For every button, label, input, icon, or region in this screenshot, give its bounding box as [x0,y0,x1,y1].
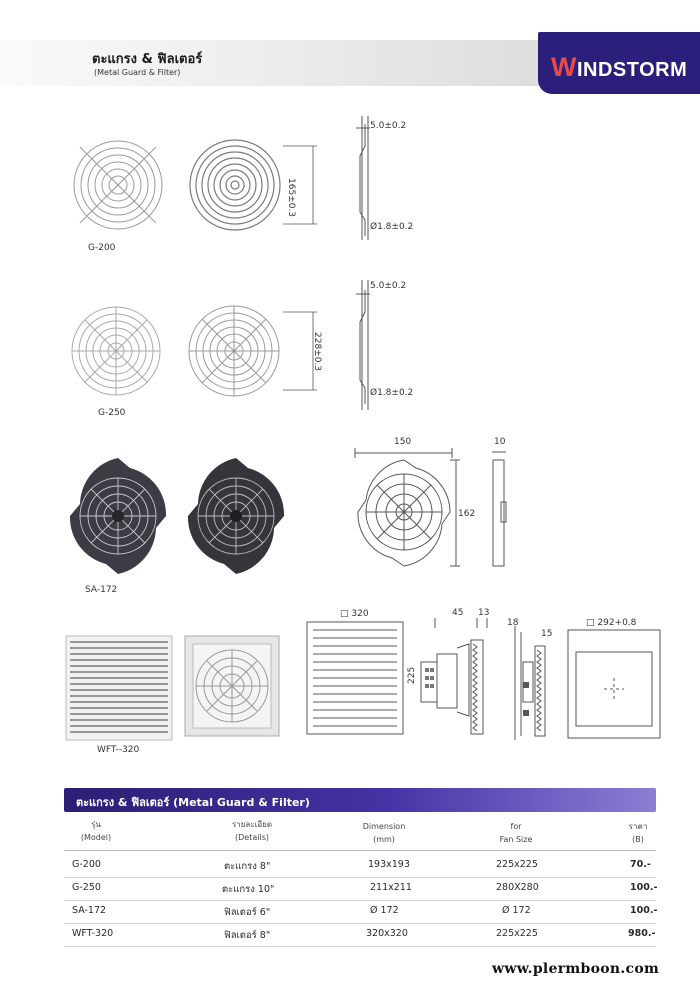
col-header-model-th: รุ่น [91,820,101,829]
cell-price: 70.- [630,859,651,870]
table-row [64,901,656,924]
g250-top-label: 5.0±0.2 [370,281,407,291]
col-header-dimension-label: Dimension [362,822,406,831]
logo-text [551,52,687,83]
sa172-label: SA-172 [85,585,118,595]
sa172-depth-label: 10 [494,437,506,447]
cell-model: WFT-320 [72,928,114,939]
col-header-model-en: (Model) [80,833,112,842]
wft320-label: WFT--320 [97,745,140,755]
footer-website[interactable]: www.plermboon.com [492,961,660,977]
g200-top-label: 5.0±0.2 [370,121,407,131]
col-header-price-unit: (B) [632,835,644,844]
logo-initial: W [551,52,577,82]
wft320-louver-image [66,636,172,740]
cell-fan-size: 225x225 [496,928,538,939]
cell-price: 980.- [628,928,656,939]
col-header-details-en: (Details) [235,833,269,842]
col-header-dimension-unit: (mm) [373,835,395,844]
cell-details: ฟิลเตอร์ 6" [224,907,271,918]
cell-price: 100.- [630,905,658,916]
cell-model: SA-172 [72,905,107,916]
wft320-18-label: 18 [507,618,519,628]
wft320-side-drawing [415,618,493,740]
wft320-45-label: 45 [452,608,464,618]
wft320-cutout-drawing [566,628,662,740]
g250-guard-image [68,303,164,399]
table-row [64,924,656,947]
page-subtitle: (Metal Guard & Filter) [94,68,181,77]
cell-details: ตะแกรง 10" [222,884,275,895]
cell-details: ตะแกรง 8" [224,861,271,872]
wft320-mount-drawing [505,626,553,742]
g200-hole-label: Ø1.8±0.2 [370,222,414,232]
col-header-details [222,818,282,844]
g250-guard-image-2 [186,303,282,399]
wft320-front-drawing [305,618,405,736]
col-header-details-th: รายละเอียด [231,820,273,829]
g250-label: G-250 [98,408,126,418]
cell-dimension: 193x193 [368,859,410,870]
col-header-price-th: ราคา [628,822,648,831]
cell-fan-size: Ø 172 [502,905,531,916]
cell-fan-size: 225x225 [496,859,538,870]
cell-model: G-200 [72,859,101,870]
wft320-15-label: 15 [541,629,553,639]
sa172-filter-image-2 [186,458,286,574]
cell-price: 100.- [630,882,658,893]
table-title: ตะแกรง & ฟิลเตอร์ (Metal Guard & Filter) [76,796,310,809]
col-header-dimension [352,820,416,846]
table-title-bar [64,788,656,812]
wft320-13-label: 13 [478,608,490,618]
wft320-square-label: □ 320 [340,609,369,619]
cell-details: ฟิลเตอร์ 8" [224,930,271,941]
cell-dimension: Ø 172 [370,905,399,916]
header-band [0,40,560,86]
col-header-price [618,820,658,846]
cell-model: G-250 [72,882,101,893]
cell-fan-size: 280X280 [496,882,539,893]
sa172-side-drawing [490,448,514,574]
sa172-width-label: 150 [394,437,412,447]
sa172-height-label: 162 [458,509,476,519]
page-title: ตะแกรง & ฟิลเตอร์ [92,52,203,67]
g200-guard-image [70,137,166,233]
cell-dimension: 320x320 [366,928,408,939]
col-header-fan-size [488,820,544,846]
cell-dimension: 211x211 [370,882,412,893]
wft320-height-label: 225 [407,666,417,684]
g200-label: G-200 [88,243,116,253]
sa172-filter-image [68,458,168,574]
table-header-divider [64,850,656,851]
sa172-front-drawing [350,448,470,574]
logo-rest: INDSTORM [576,59,688,81]
g200-height-label: 165±0.3 [286,178,296,218]
table-row [64,855,656,878]
wft320-cut-label: □ 292+0.8 [586,618,637,628]
table-row [64,878,656,901]
col-header-for: for [510,822,522,831]
wft320-guard-image [185,636,279,736]
g250-hole-label: Ø1.8±0.2 [370,388,414,398]
g250-height-label: 228±0.3 [312,332,322,372]
col-header-model [76,818,116,844]
col-header-fan-size-label: Fan Size [499,835,533,844]
g200-guard-image-2 [187,137,283,233]
